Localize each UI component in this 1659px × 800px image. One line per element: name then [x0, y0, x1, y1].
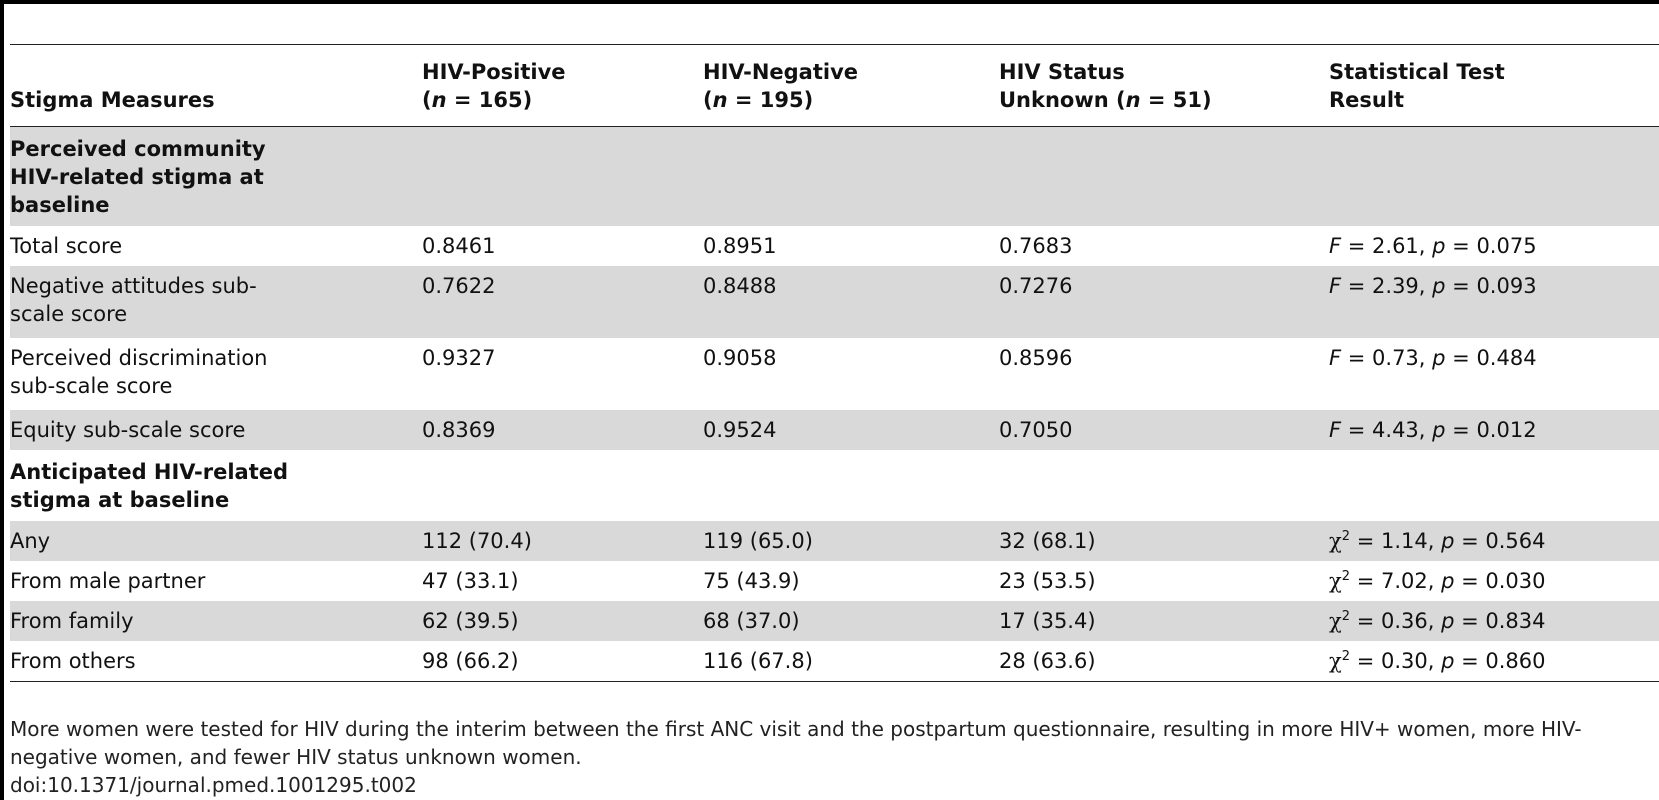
row-label: From male partner — [10, 569, 206, 593]
header-hiv-status-unknown: HIV Status Unknown (n = 51) — [999, 45, 1329, 127]
header-hiv-positive: HIV-Positive (n = 165) — [422, 45, 703, 127]
cell-hiv-positive: 47 (33.1) — [422, 569, 519, 593]
cell-hiv-negative: 0.8488 — [703, 266, 999, 338]
cell-statistic: F = 0.73, p = 0.484 — [1329, 346, 1537, 370]
table-row — [10, 226, 1659, 266]
cell-statistic: F = 4.43, p = 0.012 — [1329, 410, 1659, 450]
header-hiv-negative: HIV-Negative (n = 195) — [703, 45, 999, 127]
cell-statistic: F = 2.39, p = 0.093 — [1329, 266, 1659, 338]
row-label: From others — [10, 649, 136, 673]
table-row — [10, 601, 1659, 641]
cell-hiv-positive: 112 (70.4) — [422, 521, 703, 561]
cell-hiv-negative: 0.9524 — [703, 410, 999, 450]
cell-hiv-negative: 0.8951 — [703, 234, 777, 258]
header-row — [10, 45, 1659, 127]
left-border — [0, 0, 4, 800]
cell-statistic: $\chi^2 = 0.36$, p = 0.834 — [1329, 601, 1659, 641]
cell-hiv-positive: 0.8369 — [422, 410, 703, 450]
table-row — [10, 410, 1659, 450]
cell-hiv-unknown: 0.8596 — [999, 346, 1073, 370]
cell-hiv-positive: 0.8461 — [422, 234, 496, 258]
table-row — [10, 641, 1659, 682]
section-anticipated-stigma — [10, 450, 1659, 521]
cell-hiv-positive: 0.7622 — [422, 266, 703, 338]
cell-statistic: F = 2.61, p = 0.075 — [1329, 234, 1537, 258]
cell-hiv-unknown: 0.7050 — [999, 410, 1329, 450]
table-row — [10, 266, 1659, 338]
stigma-measures-table — [10, 44, 1659, 682]
cell-hiv-positive: 98 (66.2) — [422, 649, 519, 673]
cell-hiv-unknown: 0.7276 — [999, 266, 1329, 338]
cell-hiv-positive: 0.9327 — [422, 346, 496, 370]
row-label: From family — [10, 601, 422, 641]
row-label: Negative attitudes sub-scale score — [10, 266, 422, 338]
cell-hiv-unknown: 28 (63.6) — [999, 649, 1096, 673]
top-border — [0, 0, 1659, 4]
section-title: Perceived community HIV-related stigma at baseline — [10, 127, 422, 227]
cell-statistic: $\chi^2 = 1.14$, p = 0.564 — [1329, 521, 1659, 561]
table-row — [10, 561, 1659, 601]
header-stigma-measures: Stigma Measures — [10, 45, 422, 127]
row-label: Any — [10, 521, 422, 561]
cell-statistic: $\chi^2 = 7.02$, p = 0.030 — [1329, 569, 1546, 593]
cell-hiv-unknown: 17 (35.4) — [999, 601, 1329, 641]
cell-hiv-negative: 68 (37.0) — [703, 601, 999, 641]
cell-hiv-positive: 62 (39.5) — [422, 601, 703, 641]
section-title: Anticipated HIV-related stigma at baseline — [10, 460, 289, 512]
cell-hiv-unknown: 32 (68.1) — [999, 521, 1329, 561]
table-row — [10, 338, 1659, 410]
cell-hiv-negative: 0.9058 — [703, 346, 777, 370]
table-footnote: More women were tested for HIV during the interim between the first ANC visit and the postpartum questionnaire, resulting in more HIV+ women, more HIV-negative women, and fewer HIV status unknown women. — [10, 717, 1582, 769]
row-label: Perceived discrimination sub-scale score — [10, 346, 268, 398]
table-row — [10, 521, 1659, 561]
cell-hiv-negative: 119 (65.0) — [703, 521, 999, 561]
cell-hiv-unknown: 0.7683 — [999, 234, 1073, 258]
cell-hiv-negative: 116 (67.8) — [703, 649, 813, 673]
cell-statistic: $\chi^2 = 0.30$, p = 0.860 — [1329, 649, 1546, 673]
header-statistical-test: Statistical Test Result — [1329, 45, 1659, 127]
doi-text: doi:10.1371/journal.pmed.1001295.t002 — [10, 773, 417, 797]
cell-hiv-negative: 75 (43.9) — [703, 569, 800, 593]
row-label: Equity sub-scale score — [10, 410, 422, 450]
cell-hiv-unknown: 23 (53.5) — [999, 569, 1096, 593]
row-label: Total score — [10, 234, 123, 258]
section-perceived-stigma — [10, 127, 1659, 227]
